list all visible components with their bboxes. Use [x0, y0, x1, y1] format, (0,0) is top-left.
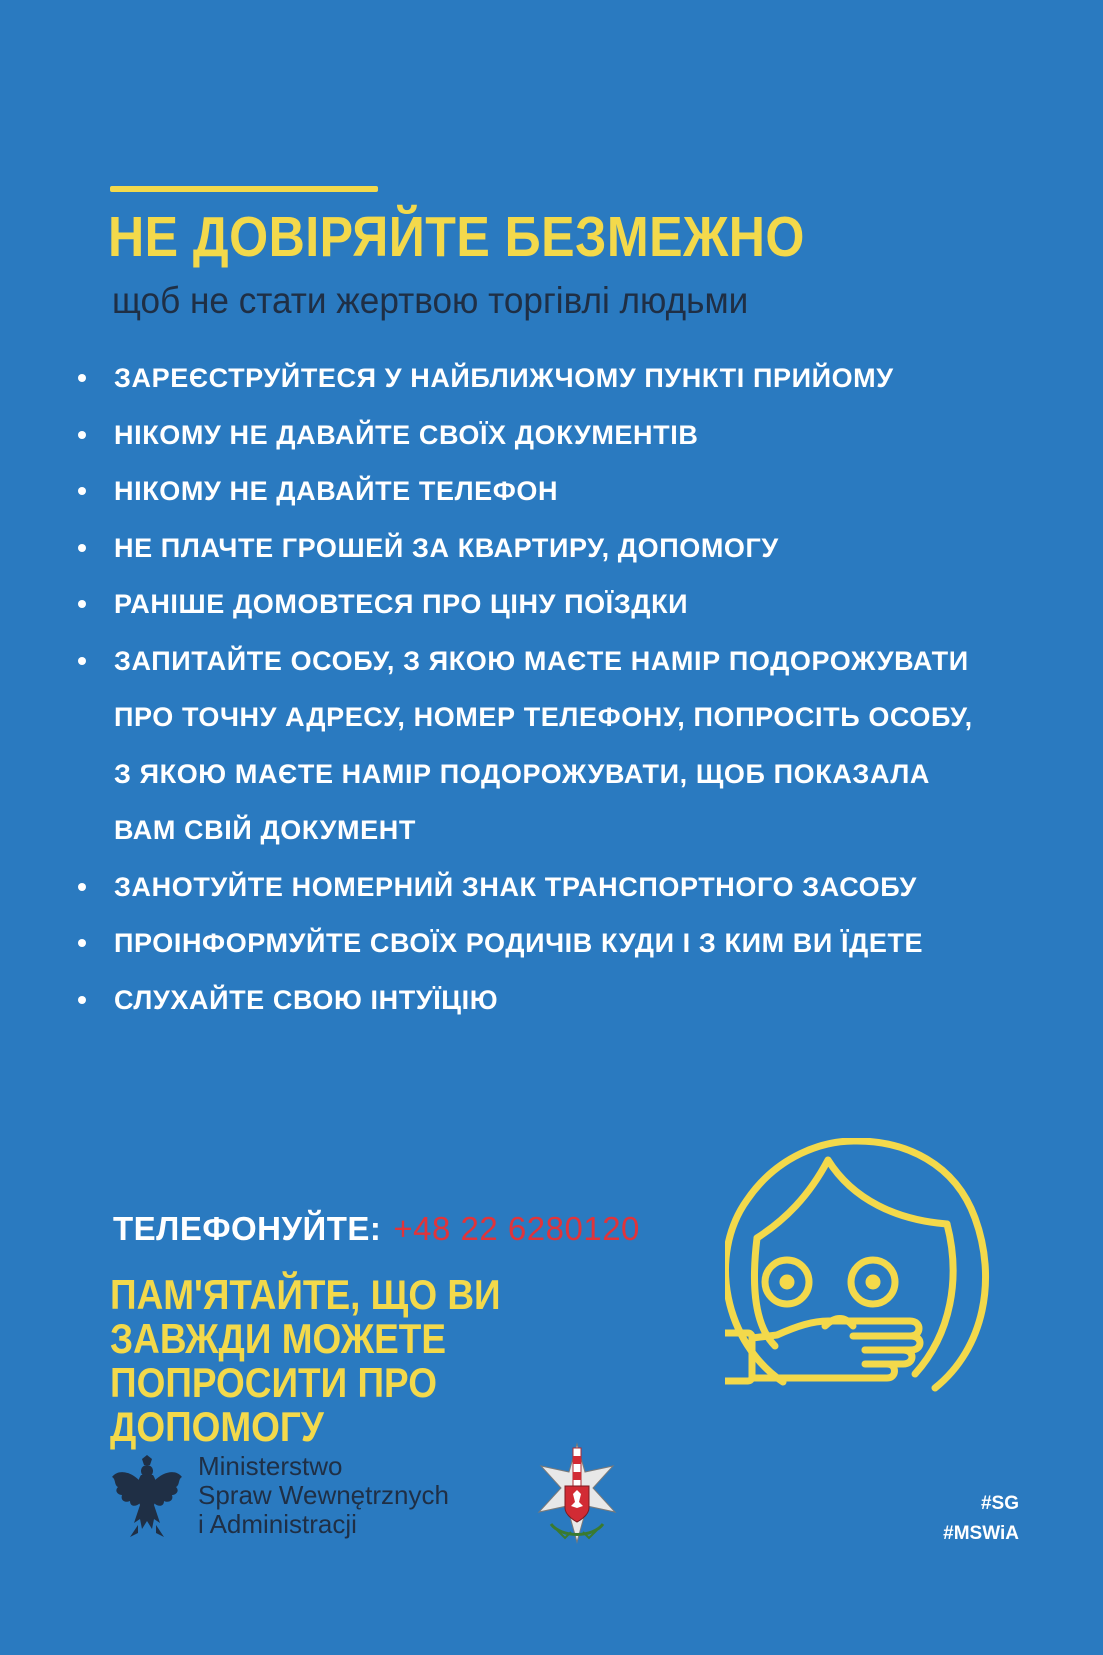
title-accent-line [110, 186, 378, 192]
tip-text: ЗАРЕЄСТРУЙТЕСЯ У НАЙБЛИЖЧОМУ ПУНКТІ ПРИЙОМУ [114, 363, 894, 393]
call-line [113, 1210, 640, 1248]
bullet [78, 350, 114, 382]
tip-text: НЕ ПЛАЧТЕ ГРОШЕЙ ЗА КВАРТИРУ, ДОПОМОГУ [114, 532, 779, 563]
bullet [78, 915, 114, 947]
reminder-text: ПАМ'ЯТАЙТЕ, ЩО ВИ ЗАВЖДИ МОЖЕТЕ ПОПРОСИТИ ПРО ДОПОМОГУ [110, 1271, 501, 1450]
ministry-line: i Administracji [198, 1509, 357, 1539]
hashtags [943, 1489, 1019, 1549]
page-subtitle: щоб не стати жертвою торгівлі людьми [112, 280, 749, 321]
tips-list [78, 350, 978, 1028]
ministry-line: Spraw Wewnętrznych [198, 1480, 449, 1510]
list-item [78, 859, 978, 916]
tip-text: РАНІШЕ ДОМОВТЕСЯ ПРО ЦІНУ ПОЇЗДКИ [114, 589, 689, 619]
list-item [78, 407, 978, 464]
list-item [78, 915, 978, 972]
ministry-line: Ministerstwo [198, 1451, 343, 1481]
tip-text: НІКОМУ НЕ ДАВАЙТЕ СВОЇХ ДОКУМЕНТІВ [114, 419, 699, 450]
list-item [78, 350, 978, 407]
list-item [78, 520, 978, 577]
border-guard-emblem-icon [537, 1442, 617, 1550]
list-item [78, 576, 978, 633]
bullet [78, 859, 114, 891]
tip-text: СЛУХАЙТЕ СВОЮ ІНТУЇЦІЮ [114, 984, 499, 1015]
scared-face-hand-over-mouth-icon [725, 1138, 995, 1408]
tip-text: ЗАНОТУЙТЕ НОМЕРНИЙ ЗНАК ТРАНСПОРТНОГО ЗАСОБУ [114, 871, 917, 902]
bullet [78, 972, 114, 1004]
ministry-name [198, 1452, 449, 1539]
phone-number-link[interactable]: +48 22 6280120 [393, 1210, 640, 1247]
call-label: ТЕЛЕФОНУЙТЕ: [113, 1210, 382, 1247]
polish-eagle-emblem-icon [110, 1455, 185, 1545]
bullet [78, 576, 114, 608]
list-item [78, 633, 978, 859]
tip-text: НІКОМУ НЕ ДАВАЙТЕ ТЕЛЕФОН [114, 476, 559, 506]
bullet [78, 407, 114, 439]
page-title: НЕ ДОВІРЯЙТЕ БЕЗМЕЖНО [108, 205, 805, 269]
hashtag: #SG [980, 1493, 1019, 1514]
list-item [78, 463, 978, 520]
bullet [78, 633, 114, 665]
tip-text: ЗАПИТАЙТЕ ОСОБУ, З ЯКОЮ МАЄТЕ НАМІР ПОДОРОЖУВАТИ ПРО ТОЧНУ АДРЕСУ, НОМЕР ТЕЛЕФОНУ, ПОПРОСІТЬ ОСОБУ, З ЯКОЮ МАЄТЕ НАМІР ПОДОРОЖУВАТИ, ЩОБ ПОКАЗАЛА ВАМ СВІЙ ДОКУМЕНТ [114, 645, 973, 845]
list-item [78, 972, 978, 1029]
bullet [78, 520, 114, 552]
hashtag: #MSWiA [943, 1523, 1019, 1544]
tip-text: ПРОІНФОРМУЙТЕ СВОЇХ РОДИЧІВ КУДИ І З КИМ ВИ ЇДЕТЕ [114, 928, 924, 958]
bullet [78, 463, 114, 495]
